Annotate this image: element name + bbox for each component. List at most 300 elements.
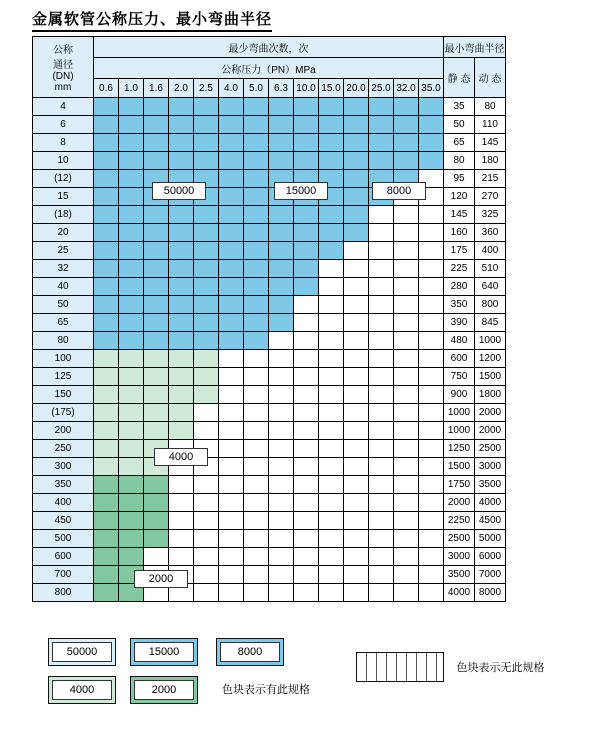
dn-value: 400	[33, 494, 94, 512]
cell-r2-c1	[119, 134, 144, 152]
dn-value: 250	[33, 440, 94, 458]
cell-r23-c4	[194, 512, 219, 530]
cell-r11-c2	[144, 296, 169, 314]
cell-r9-c2	[144, 260, 169, 278]
cell-r19-c5	[219, 440, 244, 458]
cell-r21-c11	[369, 476, 394, 494]
cell-r17-c0	[94, 404, 119, 422]
cell-r13-c6	[244, 332, 269, 350]
cell-r20-c0	[94, 458, 119, 476]
cell-r10-c10	[344, 278, 369, 296]
legend-50000	[48, 638, 116, 666]
cell-r25-c7	[269, 548, 294, 566]
cell-r8-c5	[219, 242, 244, 260]
cell-r15-c8	[294, 368, 319, 386]
cell-r22-c9	[319, 494, 344, 512]
pressure-col-header-2: 1.6	[144, 79, 169, 98]
dynamic-radius: 215	[475, 170, 506, 188]
static-radius: 1750	[444, 476, 475, 494]
cell-r22-c5	[219, 494, 244, 512]
dn-value: 200	[33, 422, 94, 440]
cell-r9-c9	[319, 260, 344, 278]
cell-r25-c11	[369, 548, 394, 566]
cell-r7-c11	[369, 224, 394, 242]
cell-r10-c6	[244, 278, 269, 296]
cell-r2-c4	[194, 134, 219, 152]
cell-r15-c13	[419, 368, 444, 386]
cell-r27-c5	[219, 584, 244, 602]
cell-r27-c11	[369, 584, 394, 602]
cell-r1-c7	[269, 116, 294, 134]
cell-r11-c6	[244, 296, 269, 314]
cell-r9-c13	[419, 260, 444, 278]
pressure-col-header-1: 1.0	[119, 79, 144, 98]
dynamic-radius: 3000	[475, 458, 506, 476]
cell-r25-c10	[344, 548, 369, 566]
dynamic-radius: 2000	[475, 422, 506, 440]
cell-r24-c13	[419, 530, 444, 548]
cell-r23-c8	[294, 512, 319, 530]
dynamic-radius: 4500	[475, 512, 506, 530]
cell-r15-c2	[144, 368, 169, 386]
table-head	[33, 37, 506, 98]
cell-r2-c6	[244, 134, 269, 152]
cell-r6-c0	[94, 206, 119, 224]
cell-r3-c8	[294, 152, 319, 170]
cell-r24-c1	[119, 530, 144, 548]
dn-value: 20	[33, 224, 94, 242]
cell-r3-c1	[119, 152, 144, 170]
cell-r2-c0	[94, 134, 119, 152]
cell-r1-c5	[219, 116, 244, 134]
cell-r11-c12	[394, 296, 419, 314]
dn-value: 100	[33, 350, 94, 368]
cell-r27-c12	[394, 584, 419, 602]
cell-r23-c10	[344, 512, 369, 530]
cell-r22-c10	[344, 494, 369, 512]
cell-r16-c11	[369, 386, 394, 404]
static-radius: 600	[444, 350, 475, 368]
cell-r25-c8	[294, 548, 319, 566]
pressure-col-header-12: 32.0	[394, 79, 419, 98]
cell-r6-c2	[144, 206, 169, 224]
cell-r20-c13	[419, 458, 444, 476]
cell-r23-c11	[369, 512, 394, 530]
static-radius: 2500	[444, 530, 475, 548]
cell-r13-c0	[94, 332, 119, 350]
cell-r12-c6	[244, 314, 269, 332]
cell-r3-c13	[419, 152, 444, 170]
cell-r26-c6	[244, 566, 269, 584]
pressure-col-header-8: 10.0	[294, 79, 319, 98]
cell-r16-c13	[419, 386, 444, 404]
cell-r9-c12	[394, 260, 419, 278]
cell-r23-c5	[219, 512, 244, 530]
static-radius: 160	[444, 224, 475, 242]
legend-8000-label: 8000	[220, 642, 280, 662]
cell-r17-c6	[244, 404, 269, 422]
table-row	[33, 188, 506, 206]
cell-r0-c12	[394, 98, 419, 116]
static-radius: 95	[444, 170, 475, 188]
cell-r24-c5	[219, 530, 244, 548]
legend-striped	[356, 652, 544, 682]
cell-r25-c3	[169, 548, 194, 566]
cell-r10-c12	[394, 278, 419, 296]
cell-r15-c11	[369, 368, 394, 386]
cell-r24-c11	[369, 530, 394, 548]
overlay-label-0: 50000	[152, 182, 206, 200]
cell-r9-c4	[194, 260, 219, 278]
header-row-3	[33, 79, 506, 98]
cell-r14-c6	[244, 350, 269, 368]
cell-r2-c2	[144, 134, 169, 152]
static-radius: 1000	[444, 422, 475, 440]
dynamic-radius: 1800	[475, 386, 506, 404]
cell-r7-c5	[219, 224, 244, 242]
cell-r6-c5	[219, 206, 244, 224]
page-title-text: 金属软管公称压力、最小弯曲半径	[32, 12, 272, 32]
cell-r13-c13	[419, 332, 444, 350]
cell-r10-c11	[369, 278, 394, 296]
table-row	[33, 242, 506, 260]
cell-r22-c11	[369, 494, 394, 512]
pressure-col-header-7: 6.3	[269, 79, 294, 98]
cell-r7-c6	[244, 224, 269, 242]
table-row	[33, 494, 506, 512]
cell-r18-c1	[119, 422, 144, 440]
table-row	[33, 332, 506, 350]
cell-r15-c0	[94, 368, 119, 386]
cell-r9-c0	[94, 260, 119, 278]
cell-r13-c8	[294, 332, 319, 350]
static-radius: 900	[444, 386, 475, 404]
legend-2000	[130, 676, 198, 704]
cell-r1-c12	[394, 116, 419, 134]
dynamic-radius: 510	[475, 260, 506, 278]
static-radius: 750	[444, 368, 475, 386]
cell-r22-c13	[419, 494, 444, 512]
cell-r0-c7	[269, 98, 294, 116]
cell-r4-c10	[344, 170, 369, 188]
cell-r12-c8	[294, 314, 319, 332]
cell-r18-c9	[319, 422, 344, 440]
cell-r3-c4	[194, 152, 219, 170]
cell-r26-c11	[369, 566, 394, 584]
cell-r0-c6	[244, 98, 269, 116]
dynamic-radius: 80	[475, 98, 506, 116]
dynamic-radius: 400	[475, 242, 506, 260]
cell-r19-c7	[269, 440, 294, 458]
header-row-1	[33, 37, 506, 58]
cell-r22-c8	[294, 494, 319, 512]
table-row	[33, 566, 506, 584]
cell-r15-c7	[269, 368, 294, 386]
dn-value: 10	[33, 152, 94, 170]
cell-r19-c6	[244, 440, 269, 458]
static-radius: 4000	[444, 584, 475, 602]
cell-r8-c12	[394, 242, 419, 260]
table-row	[33, 440, 506, 458]
cell-r0-c8	[294, 98, 319, 116]
cell-r1-c8	[294, 116, 319, 134]
dn-value: 50	[33, 296, 94, 314]
dynamic-radius: 4000	[475, 494, 506, 512]
static-radius: 3000	[444, 548, 475, 566]
cell-r13-c10	[344, 332, 369, 350]
table-row	[33, 422, 506, 440]
cell-r0-c0	[94, 98, 119, 116]
cell-r16-c8	[294, 386, 319, 404]
cell-r5-c0	[94, 188, 119, 206]
cell-r23-c0	[94, 512, 119, 530]
cell-r2-c12	[394, 134, 419, 152]
cell-r22-c3	[169, 494, 194, 512]
cell-r16-c5	[219, 386, 244, 404]
dynamic-radius: 360	[475, 224, 506, 242]
cell-r25-c4	[194, 548, 219, 566]
dynamic-radius: 640	[475, 278, 506, 296]
cell-r6-c8	[294, 206, 319, 224]
cell-r3-c6	[244, 152, 269, 170]
cell-r12-c7	[269, 314, 294, 332]
static-radius: 175	[444, 242, 475, 260]
cell-r11-c5	[219, 296, 244, 314]
cell-r21-c12	[394, 476, 419, 494]
cell-r5-c1	[119, 188, 144, 206]
static-radius: 225	[444, 260, 475, 278]
cell-r23-c3	[169, 512, 194, 530]
cell-r10-c4	[194, 278, 219, 296]
cell-r21-c0	[94, 476, 119, 494]
cell-r16-c2	[144, 386, 169, 404]
cell-r20-c7	[269, 458, 294, 476]
static-radius: 1250	[444, 440, 475, 458]
cell-r3-c10	[344, 152, 369, 170]
table-row	[33, 368, 506, 386]
cell-r22-c6	[244, 494, 269, 512]
cell-r15-c1	[119, 368, 144, 386]
cell-r19-c9	[319, 440, 344, 458]
cell-r14-c11	[369, 350, 394, 368]
dn-value: 6	[33, 116, 94, 134]
cell-r13-c1	[119, 332, 144, 350]
cell-r1-c2	[144, 116, 169, 134]
cell-r10-c8	[294, 278, 319, 296]
cell-r7-c3	[169, 224, 194, 242]
cell-r8-c2	[144, 242, 169, 260]
cell-r8-c3	[169, 242, 194, 260]
cell-r13-c11	[369, 332, 394, 350]
cell-r2-c7	[269, 134, 294, 152]
table-row	[33, 278, 506, 296]
cell-r12-c2	[144, 314, 169, 332]
bend-count-header: 最少弯曲次数，次	[94, 37, 444, 58]
table-row	[33, 134, 506, 152]
cell-r21-c4	[194, 476, 219, 494]
table-row	[33, 296, 506, 314]
cell-r12-c9	[319, 314, 344, 332]
cell-r2-c5	[219, 134, 244, 152]
cell-r6-c3	[169, 206, 194, 224]
cell-r27-c6	[244, 584, 269, 602]
table-row	[33, 584, 506, 602]
table-row	[33, 530, 506, 548]
dn-header-line-1: 公称	[53, 45, 73, 56]
dn-value: (175)	[33, 404, 94, 422]
dn-value: 8	[33, 134, 94, 152]
cell-r21-c3	[169, 476, 194, 494]
cell-r18-c2	[144, 422, 169, 440]
cell-r21-c2	[144, 476, 169, 494]
dynamic-radius: 800	[475, 296, 506, 314]
cell-r2-c3	[169, 134, 194, 152]
dn-header	[33, 37, 94, 98]
dynamic-radius: 180	[475, 152, 506, 170]
cell-r27-c10	[344, 584, 369, 602]
cell-r16-c7	[269, 386, 294, 404]
cell-r11-c10	[344, 296, 369, 314]
cell-r26-c9	[319, 566, 344, 584]
cell-r22-c2	[144, 494, 169, 512]
cell-r7-c2	[144, 224, 169, 242]
cell-r2-c10	[344, 134, 369, 152]
cell-r14-c13	[419, 350, 444, 368]
table-row	[33, 224, 506, 242]
dn-value: 40	[33, 278, 94, 296]
overlay-label-1: 15000	[274, 182, 328, 200]
cell-r27-c8	[294, 584, 319, 602]
cell-r10-c2	[144, 278, 169, 296]
cell-r22-c12	[394, 494, 419, 512]
dynamic-radius: 145	[475, 134, 506, 152]
cell-r0-c13	[419, 98, 444, 116]
cell-r0-c1	[119, 98, 144, 116]
cell-r16-c4	[194, 386, 219, 404]
dn-value: 300	[33, 458, 94, 476]
cell-r22-c7	[269, 494, 294, 512]
cell-r24-c10	[344, 530, 369, 548]
cell-r15-c3	[169, 368, 194, 386]
cell-r0-c11	[369, 98, 394, 116]
cell-r26-c5	[219, 566, 244, 584]
legend-4000-label: 4000	[52, 680, 112, 700]
cell-r19-c8	[294, 440, 319, 458]
cell-r2-c11	[369, 134, 394, 152]
cell-r20-c8	[294, 458, 319, 476]
cell-r18-c5	[219, 422, 244, 440]
pressure-header: 公称压力（PN）MPa	[94, 58, 444, 79]
cell-r20-c5	[219, 458, 244, 476]
legend-2000-label: 2000	[134, 680, 194, 700]
cell-r24-c3	[169, 530, 194, 548]
legend-15000	[130, 638, 198, 666]
cell-r17-c9	[319, 404, 344, 422]
cell-r6-c13	[419, 206, 444, 224]
cell-r15-c6	[244, 368, 269, 386]
cell-r17-c8	[294, 404, 319, 422]
dynamic-radius: 1500	[475, 368, 506, 386]
cell-r10-c9	[319, 278, 344, 296]
cell-r7-c0	[94, 224, 119, 242]
dynamic-radius: 110	[475, 116, 506, 134]
cell-r23-c9	[319, 512, 344, 530]
static-radius: 50	[444, 116, 475, 134]
dynamic-radius: 1200	[475, 350, 506, 368]
cell-r14-c3	[169, 350, 194, 368]
legend-15000-label: 15000	[134, 642, 194, 662]
legend-8000	[216, 638, 284, 666]
dynamic-radius: 3500	[475, 476, 506, 494]
cell-r6-c7	[269, 206, 294, 224]
cell-r27-c0	[94, 584, 119, 602]
cell-r18-c0	[94, 422, 119, 440]
cell-r21-c10	[344, 476, 369, 494]
dn-value: 350	[33, 476, 94, 494]
cell-r13-c5	[219, 332, 244, 350]
cell-r26-c13	[419, 566, 444, 584]
cell-r14-c5	[219, 350, 244, 368]
cell-r25-c13	[419, 548, 444, 566]
cell-r16-c9	[319, 386, 344, 404]
cell-r18-c11	[369, 422, 394, 440]
legend-50000-label: 50000	[52, 642, 112, 662]
cell-r12-c3	[169, 314, 194, 332]
static-radius: 480	[444, 332, 475, 350]
cell-r5-c5	[219, 188, 244, 206]
cell-r7-c13	[419, 224, 444, 242]
table-row	[33, 314, 506, 332]
cell-r20-c12	[394, 458, 419, 476]
dynamic-radius: 5000	[475, 530, 506, 548]
cell-r9-c5	[219, 260, 244, 278]
cell-r8-c0	[94, 242, 119, 260]
cell-r11-c1	[119, 296, 144, 314]
cell-r7-c10	[344, 224, 369, 242]
cell-r26-c10	[344, 566, 369, 584]
cell-r10-c5	[219, 278, 244, 296]
cell-r2-c8	[294, 134, 319, 152]
cell-r21-c5	[219, 476, 244, 494]
cell-r6-c1	[119, 206, 144, 224]
dn-value: 80	[33, 332, 94, 350]
cell-r8-c11	[369, 242, 394, 260]
cell-r19-c10	[344, 440, 369, 458]
cell-r8-c7	[269, 242, 294, 260]
cell-r23-c6	[244, 512, 269, 530]
cell-r27-c4	[194, 584, 219, 602]
cell-r7-c4	[194, 224, 219, 242]
cell-r26-c0	[94, 566, 119, 584]
pressure-col-header-13: 35.0	[419, 79, 444, 98]
cell-r27-c9	[319, 584, 344, 602]
cell-r19-c13	[419, 440, 444, 458]
cell-r9-c7	[269, 260, 294, 278]
cell-r14-c12	[394, 350, 419, 368]
dn-value: 15	[33, 188, 94, 206]
pressure-col-header-3: 2.0	[169, 79, 194, 98]
table-row	[33, 386, 506, 404]
static-radius: 3500	[444, 566, 475, 584]
static-radius: 120	[444, 188, 475, 206]
cell-r10-c0	[94, 278, 119, 296]
cell-r24-c9	[319, 530, 344, 548]
pressure-col-header-4: 2.5	[194, 79, 219, 98]
cell-r18-c4	[194, 422, 219, 440]
cell-r25-c6	[244, 548, 269, 566]
cell-r3-c11	[369, 152, 394, 170]
cell-r3-c5	[219, 152, 244, 170]
